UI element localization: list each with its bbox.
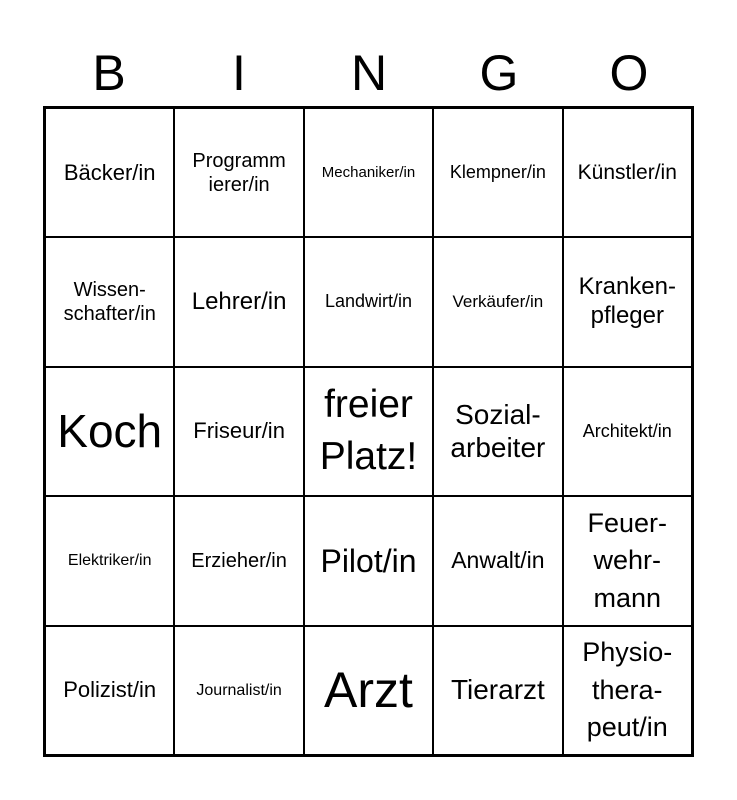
bingo-cell[interactable]: Künstler/in bbox=[563, 108, 692, 237]
bingo-cell[interactable]: Arzt bbox=[304, 626, 433, 755]
bingo-cell[interactable]: Programm ierer/in bbox=[174, 108, 303, 237]
bingo-cell[interactable]: Wissen- schafter/in bbox=[45, 237, 174, 366]
bingo-cell[interactable]: Bäcker/in bbox=[45, 108, 174, 237]
header-letter-n: N bbox=[350, 45, 388, 101]
bingo-cell[interactable]: Verkäufer/in bbox=[433, 237, 562, 366]
bingo-cell[interactable]: Journalist/in bbox=[174, 626, 303, 755]
bingo-cell[interactable]: Pilot/in bbox=[304, 496, 433, 625]
bingo-cell[interactable]: Anwalt/in bbox=[433, 496, 562, 625]
bingo-cell[interactable]: Kranken- pfleger bbox=[563, 237, 692, 366]
header-letter-i: I bbox=[232, 45, 246, 101]
bingo-cell[interactable]: Physio- thera- peut/in bbox=[563, 626, 692, 755]
header-letter-g: G bbox=[479, 45, 519, 101]
bingo-cell[interactable]: Sozial- arbeiter bbox=[433, 367, 562, 496]
bingo-cell[interactable]: Mechaniker/in bbox=[304, 108, 433, 237]
bingo-cell[interactable]: Architekt/in bbox=[563, 367, 692, 496]
bingo-cell[interactable]: Tierarzt bbox=[433, 626, 562, 755]
bingo-cell[interactable]: Koch bbox=[45, 367, 174, 496]
free-space-cell[interactable]: freier Platz! bbox=[304, 367, 433, 496]
bingo-cell[interactable]: Erzieher/in bbox=[174, 496, 303, 625]
bingo-cell[interactable]: Elektriker/in bbox=[45, 496, 174, 625]
bingo-cell[interactable]: Feuer- wehr- mann bbox=[563, 496, 692, 625]
header-letter-b: B bbox=[92, 45, 126, 101]
bingo-grid bbox=[43, 106, 694, 757]
bingo-cell[interactable]: Polizist/in bbox=[45, 626, 174, 755]
bingo-header bbox=[44, 40, 694, 106]
bingo-cell[interactable]: Klempner/in bbox=[433, 108, 562, 237]
bingo-cell[interactable]: Friseur/in bbox=[174, 367, 303, 496]
bingo-cell[interactable]: Lehrer/in bbox=[174, 237, 303, 366]
header-letter-o: O bbox=[609, 45, 649, 101]
bingo-cell[interactable]: Landwirt/in bbox=[304, 237, 433, 366]
